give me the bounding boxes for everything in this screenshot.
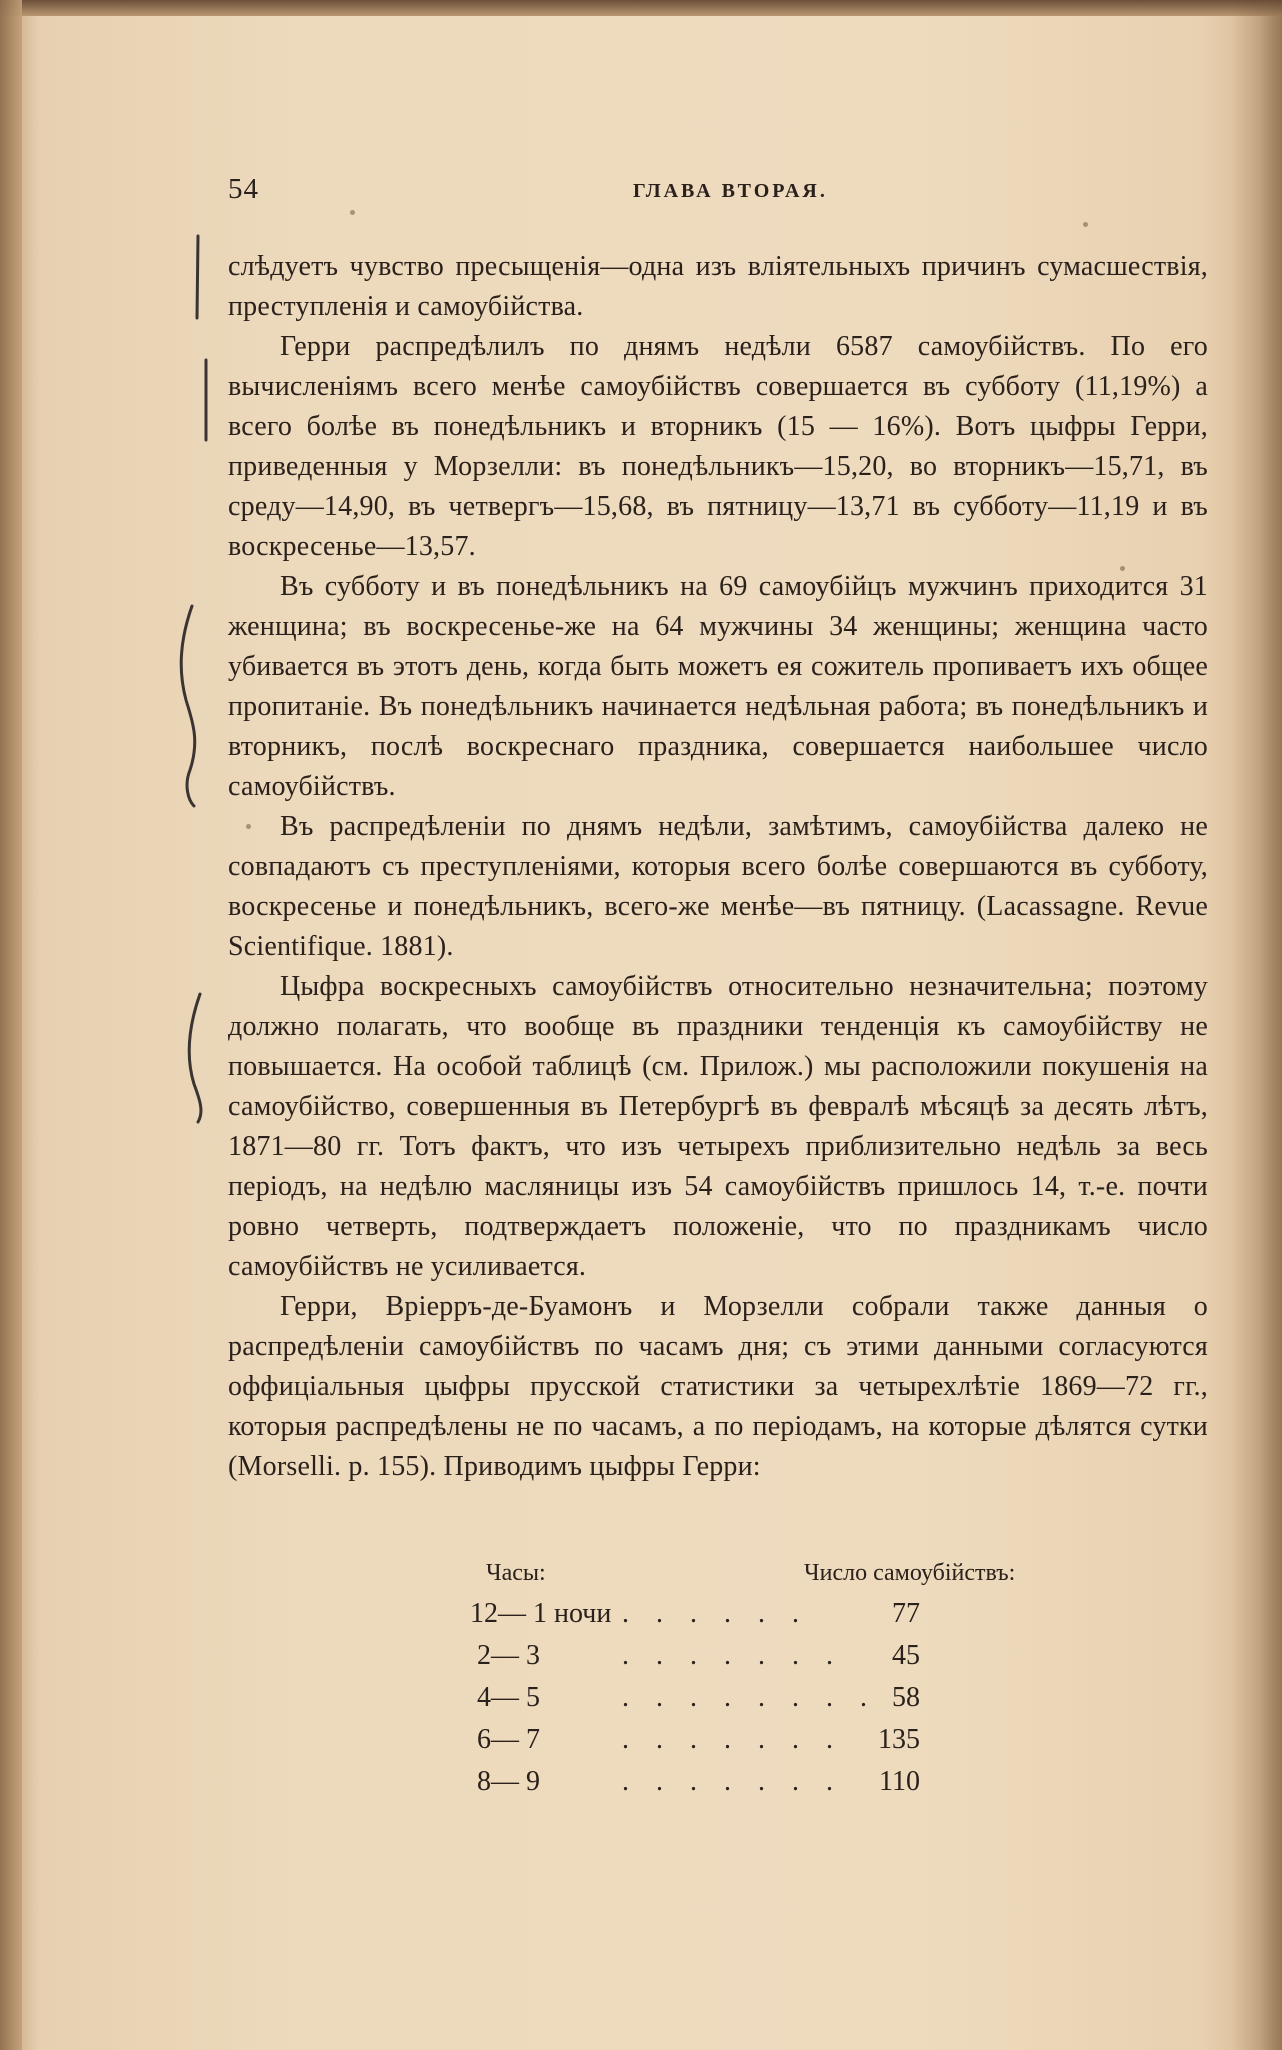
paragraph-5: Цыфра воскресныхъ самоубійствъ относительно незначительна; поэтому должно полагать, что вообще въ праздники тенденція къ самоубійству не повышается. На особой таблицѣ (см. Прилож.) мы расположили покушенія на самоубійство, совершенныя въ Петербургѣ въ февралѣ мѣсяцѣ за десять лѣтъ, 1871—80 гг. Тотъ фактъ, что изъ четырехъ приблизительно недѣль за весь періодъ, на недѣлю масляницы изъ 54 самоубійствъ пришлось 14, т.-е. почти ровно четверть, подтверждаетъ положеніе, что по праздникамъ число самоубійствъ не усиливается. xyxy=(228,971,1208,1282)
table-row xyxy=(470,1598,1070,1640)
page-number: 54 xyxy=(228,173,259,205)
hours-cell: 2— 3 xyxy=(470,1640,540,1671)
paper-speck xyxy=(1120,566,1125,571)
leader-dots: . . . . . . . xyxy=(622,1724,843,1755)
book-top-edge xyxy=(0,0,1282,16)
count-cell: 58 xyxy=(892,1682,920,1713)
paragraph-4: Въ распредѣленіи по днямъ недѣли, замѣтимъ, самоубійства далеко не совпадаютъ съ преступленіями, которыя всего болѣе совершаются въ субботу, воскресенье и понедѣльникъ, всего-же менѣе—въ пятницу. (Lacassagne. Revue Scientifique. 1881). xyxy=(228,811,1208,962)
running-head: ГЛАВА ВТОРАЯ. xyxy=(633,180,828,202)
leader-dots: . . . . . . . . xyxy=(622,1682,877,1713)
paragraph-2: Герри распредѣлилъ по днямъ недѣли 6587 самоубійствъ. По его вычисленіямъ всего менѣе самоубійствъ совершается въ субботу (11,19%) а всего болѣе въ понедѣльникъ и вторникъ (15 — 16%). Вотъ цыфры Герри, приведенныя у Морзелли: въ понедѣльникъ—15,20, во вторникъ—15,71, въ среду—14,90, въ четвергъ—15,68, въ пятницу—13,71 въ субботу—11,19 и въ воскресенье—13,57. xyxy=(228,331,1208,562)
table-row xyxy=(470,1766,1070,1808)
page-right-shadow xyxy=(1232,0,1282,2050)
count-cell: 135 xyxy=(878,1724,920,1755)
count-cell: 45 xyxy=(892,1640,920,1671)
paper-speck xyxy=(246,824,251,829)
table-row xyxy=(470,1724,1070,1766)
paper-speck xyxy=(1083,222,1088,227)
leader-dots: . . . . . . . xyxy=(622,1766,843,1797)
paragraph-1: слѣдуетъ чувство пресыщенія—одна изъ вліятельныхъ причинъ сумасшествія, преступленія и самоубійства. xyxy=(228,251,1208,322)
column-header-hours: Часы: xyxy=(486,1560,546,1586)
count-cell: 77 xyxy=(892,1598,920,1629)
body-text xyxy=(228,247,1208,1487)
hours-cell: 12— 1 ночи xyxy=(470,1598,612,1629)
count-cell: 110 xyxy=(879,1766,920,1797)
hours-cell: 8— 9 xyxy=(470,1766,540,1797)
table-header-row xyxy=(470,1554,1070,1598)
column-header-count: Число самоубійствъ: xyxy=(804,1560,1016,1586)
paragraph-3: Въ субботу и въ понедѣльникъ на 69 самоубійцъ мужчинъ приходится 31 женщина; въ воскресенье-же на 64 мужчины 34 женщины; женщина часто убивается въ этотъ день, когда быть можетъ ея сожитель пропиваетъ ихъ общее пропитаніе. Въ понедѣльникъ начинается недѣльная работа; въ понедѣльникъ и вторникъ, послѣ воскреснаго праздника, совершается наибольшее число самоубійствъ. xyxy=(228,571,1208,802)
hours-cell: 4— 5 xyxy=(470,1682,540,1713)
hours-cell: 6— 7 xyxy=(470,1724,540,1755)
paragraph-6: Герри, Вріерръ-де-Буамонъ и Морзелли собрали также данныя о распредѣленіи самоубійствъ по часамъ дня; съ этими данными согласуются оффиціальныя цыфры прусской статистики за четырехлѣтіе 1869—72 гг., которыя распредѣлены не по часамъ, а по періодамъ, на которые дѣлятся сутки (Morselli. p. 155). Приводимъ цыфры Герри: xyxy=(228,1291,1208,1482)
page-header xyxy=(228,173,1208,213)
hours-table xyxy=(470,1554,1070,1808)
book-spine-edge xyxy=(0,0,22,2050)
table-row xyxy=(470,1640,1070,1682)
table-row xyxy=(470,1682,1070,1724)
paper-speck xyxy=(350,210,355,215)
leader-dots: . . . . . . xyxy=(622,1598,809,1629)
leader-dots: . . . . . . . xyxy=(622,1640,843,1671)
